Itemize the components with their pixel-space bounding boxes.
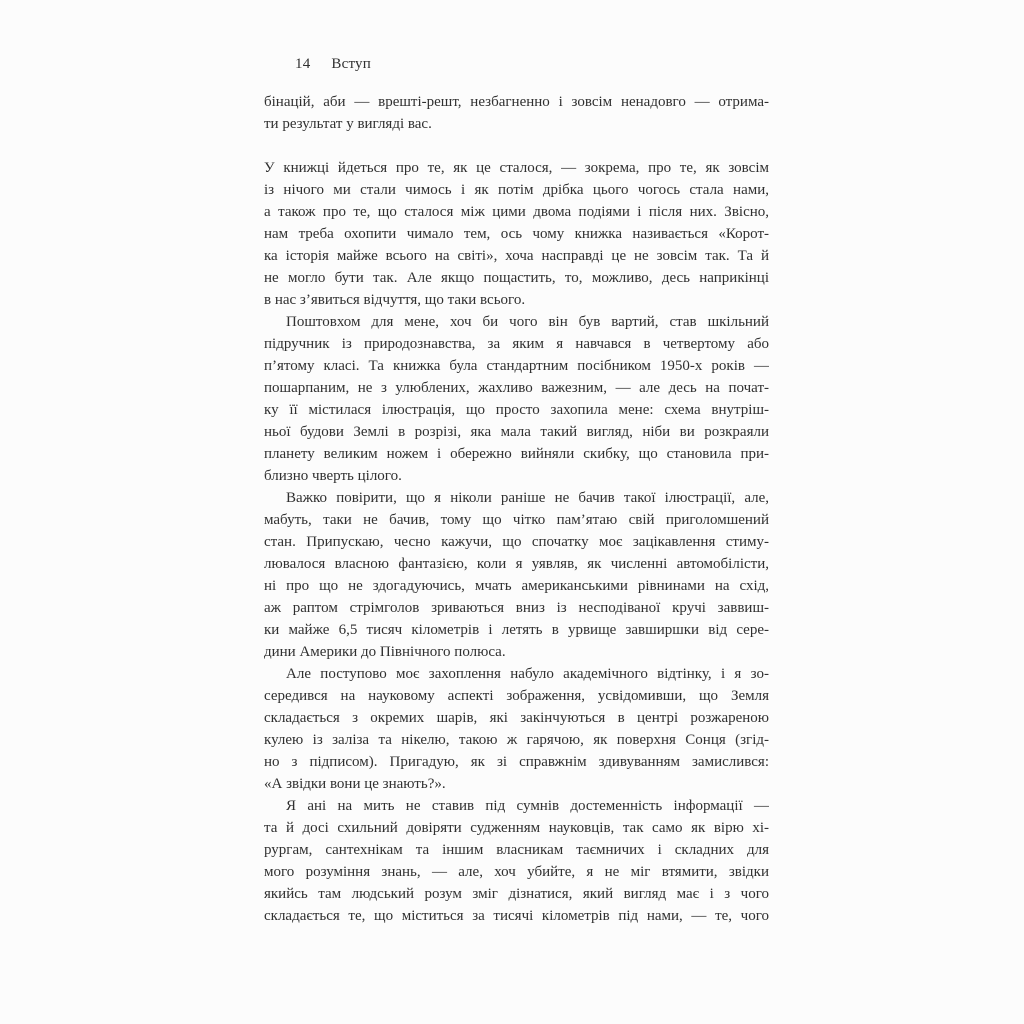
text-line: но з підписом). Пригадую, як зі справжнім здивуванням замислився: [264, 754, 769, 770]
paragraph [264, 157, 769, 311]
text-line: ку її містилася ілюстрація, що просто захопила мене: схема внутріш- [264, 402, 769, 418]
text-line: Поштовхом для мене, хоч би чого він був вартий, став шкільний [286, 314, 769, 330]
section-title: Вступ [331, 56, 371, 72]
text-line: складається те, що міститься за тисячі кілометрів під нами, — те, чого [264, 908, 769, 924]
body-text [264, 91, 769, 927]
paragraph [264, 663, 769, 795]
paragraph [264, 487, 769, 663]
paragraph [264, 311, 769, 487]
text-line: рургам, сантехнікам та іншим власникам таємничих і складних для [264, 842, 769, 858]
text-line: лювалося власною фантазією, коли я уявляв, як численні автомобілісти, [264, 556, 769, 572]
text-line: мабуть, таки не бачив, тому що чітко пам’ятаю свій приголомшений [264, 512, 769, 528]
text-line: мого розуміння знань, — але, хоч убийте, я не міг втямити, звідки [264, 864, 769, 880]
text-line: У книжці йдеться про те, як це сталося, — зокрема, про те, як зовсім [264, 160, 769, 176]
text-line: середився на науковому аспекті зображення, усвідомивши, що Земля [264, 688, 769, 704]
text-line: ньої будови Землі в розрізі, яка мала такий вигляд, ніби ви розкраяли [264, 424, 769, 440]
text-line: із нічого ми стали чимось і як потім дрібка цього чогось стала нами, [264, 182, 769, 198]
text-line: стан. Припускаю, чесно кажучи, що спочатку моє зацікавлення стиму- [264, 534, 769, 550]
text-line: в нас з’явиться відчуття, що таки всього. [264, 292, 526, 308]
paragraph [264, 795, 769, 927]
text-line: ка історія майже всього на світі», хоча насправді це не зовсім так. Та й [264, 248, 769, 264]
text-line: п’ятому класі. Та книжка була стандартним посібником 1950-х років — [264, 358, 769, 374]
text-line: ні про що не здогадуючись, мчать американськими рівнинами на схід, [264, 578, 769, 594]
text-line: та й досі схильний довіряти судженням науковців, так само як вірю хі- [264, 820, 769, 836]
text-line: Важко повірити, що я ніколи раніше не бачив такої ілюстрації, але, [286, 490, 769, 506]
text-line: не могло бути так. Але якщо пощастить, то, можливо, десь наприкінці [264, 270, 769, 286]
text-line: бінацій, аби — врешті-решт, незбагненно і зовсім ненадовго — отрима- [264, 94, 769, 110]
text-line: кулею із заліза та нікелю, такою ж гарячою, як поверхня Сонця (згід- [264, 732, 769, 748]
text-line: Але поступово моє захоплення набуло академічного відтінку, і я зо- [286, 666, 769, 682]
page-header [295, 54, 371, 74]
text-line: якийсь там людський розум зміг дізнатися, який вигляд має і з чого [264, 886, 769, 902]
text-line: ки майже 6,5 тисяч кілометрів і летять в урвище завширшки від сере- [264, 622, 769, 638]
text-line: дини Америки до Північного полюса. [264, 644, 506, 660]
text-line: ти результат у вигляді вас. [264, 116, 432, 132]
text-line: складається з окремих шарів, які закінчуються в центрі розжареною [264, 710, 769, 726]
page-number: 14 [295, 56, 311, 72]
text-line: Я ані на мить не ставив під сумнів достеменність інформації — [286, 798, 769, 814]
text-line: пошарпаним, не з улюблених, жахливо важезним, — але десь на почат- [264, 380, 769, 396]
text-line: «А звідки вони це знають?». [264, 776, 446, 792]
text-line: близно чверть цілого. [264, 468, 402, 484]
text-line: а також про те, що сталося між цими двома подіями і після них. Звісно, [264, 204, 769, 220]
text-line: нам треба охопити чимало тем, ось чому книжка називається «Корот- [264, 226, 769, 242]
text-line: аж раптом стрімголов зриваються вниз із несподіваної кручі заввиш- [264, 600, 769, 616]
paragraph [264, 91, 769, 135]
text-line: планету великим ножем і обережно вийняли скибку, що становила при- [264, 446, 769, 462]
text-line: підручник із природознавства, за яким я навчався в четвертому або [264, 336, 769, 352]
